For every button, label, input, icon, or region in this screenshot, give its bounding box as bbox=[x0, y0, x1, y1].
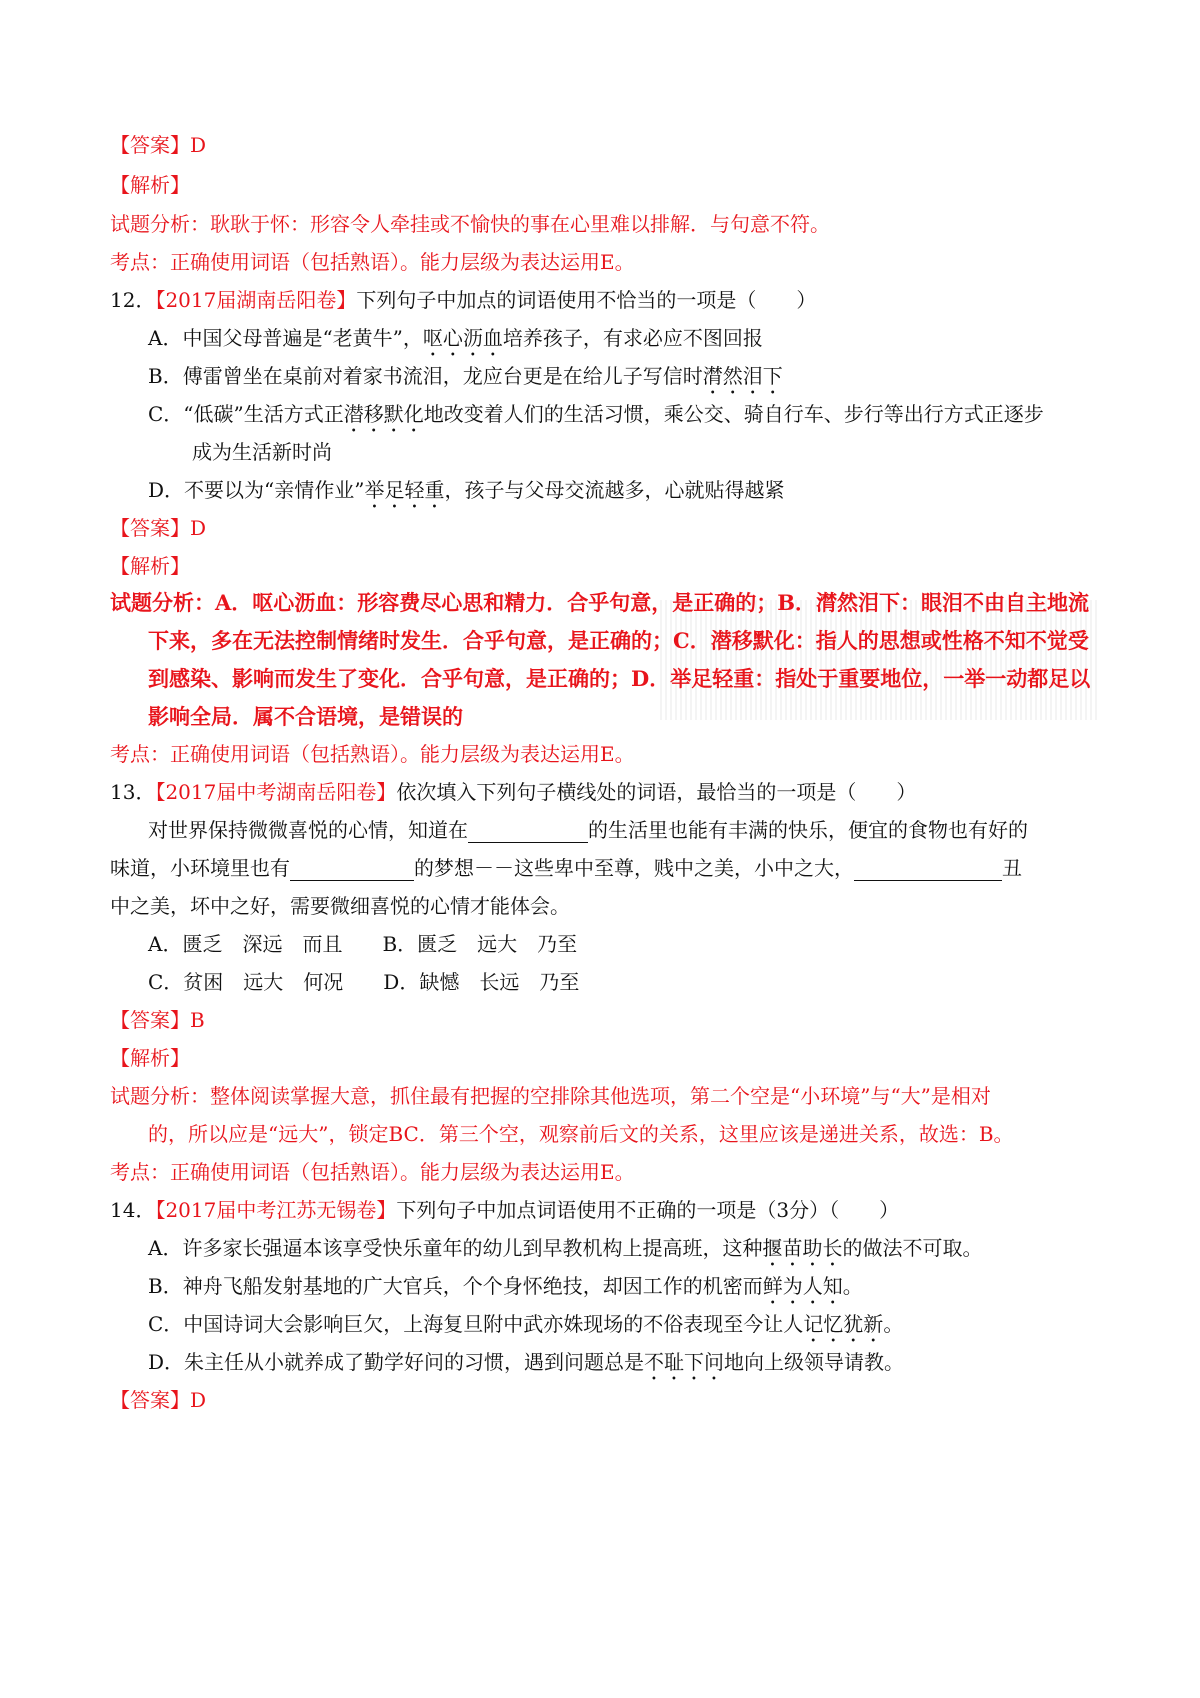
kaodian-text: 考点：正确使用词语（包括熟语）。能力层级为表达运用E。 bbox=[110, 742, 635, 766]
kaodian-text: 考点：正确使用词语（包括熟语）。能力层级为表达运用E。 bbox=[110, 250, 635, 274]
dotted-phrase: 呕心沥血 bbox=[422, 326, 503, 350]
analysis-text: 试题分析：整体阅读掌握大意，抓住最有把握的空排除其他选项，第二个空是“小环境”与“大”是相对 bbox=[110, 1084, 991, 1108]
option-text: 。 bbox=[883, 1312, 904, 1336]
analysis-text: 影响全局．属不合语境，是错误的 bbox=[148, 704, 463, 729]
option-b bbox=[148, 363, 783, 399]
option-text: A．许多家长强逼本该享受快乐童年的幼儿到早教机构上提高班，这种 bbox=[148, 1236, 763, 1260]
question-number: 12． bbox=[110, 288, 156, 312]
question-14-stem bbox=[110, 1197, 899, 1223]
passage-text: 味道，小环境里也有 bbox=[110, 856, 290, 880]
dotted-phrase: 举足轻重 bbox=[364, 478, 445, 502]
option-a bbox=[148, 325, 763, 361]
passage-text: 对世界保持微微喜悦的心情，知道在 bbox=[148, 818, 468, 842]
option-text: B．傅雷曾坐在桌前对着家书流泪，龙应台更是在给儿子写信时 bbox=[148, 364, 703, 388]
passage-line: 中之美，坏中之好，需要微细喜悦的心情才能体会。 bbox=[110, 894, 570, 918]
kaodian-text: 考点：正确使用词语（包括熟语）。能力层级为表达运用E。 bbox=[110, 1160, 635, 1184]
option-text: 。 bbox=[842, 1274, 863, 1298]
option-c-continued: 成为生活新时尚 bbox=[192, 440, 332, 464]
answer-value: D bbox=[190, 1388, 207, 1412]
dotted-phrase: 记忆犹新 bbox=[803, 1312, 884, 1336]
passage-text: 的生活里也能有丰满的快乐，便宜的食物也有好的 bbox=[588, 818, 1028, 842]
option-d bbox=[148, 477, 784, 513]
analysis-label: 【解析】 bbox=[110, 173, 190, 197]
scan-noise bbox=[660, 600, 1100, 720]
answer-line bbox=[110, 515, 206, 541]
question-13-stem bbox=[110, 779, 916, 805]
question-source: 【2017届中考湖南岳阳卷】 bbox=[155, 780, 397, 804]
option-a bbox=[148, 1235, 982, 1271]
passage-text: 的梦想－－这些卑中至尊，贱中之美，小中之大， bbox=[414, 856, 854, 880]
question-source: 【2017届中考江苏无锡卷】 bbox=[155, 1198, 397, 1222]
answer-line bbox=[110, 132, 206, 158]
answer-label: 【答案】 bbox=[110, 516, 190, 540]
option-d bbox=[148, 1349, 904, 1385]
option-text: ，孩子与父母交流越多，心就贴得越紧 bbox=[444, 478, 785, 502]
analysis-text: 试题分析：A．呕心沥血：形容费尽心思和精力．合乎句意，是正确的；B．潸然泪下：眼泪不由自主地流 bbox=[110, 590, 1090, 615]
option-text: C．“低碳”生活方式正 bbox=[148, 402, 344, 426]
dotted-phrase: 不耻下问 bbox=[644, 1350, 725, 1374]
answer-line bbox=[110, 1007, 205, 1033]
answer-label: 【答案】 bbox=[110, 1388, 190, 1412]
dotted-phrase: 潜移默化 bbox=[343, 402, 424, 426]
answer-line bbox=[110, 1387, 206, 1413]
question-stem: 下列句子中加点的词语使用不恰当的一项是（ ） bbox=[356, 288, 817, 312]
question-source: 【2017届湖南岳阳卷】 bbox=[155, 288, 357, 312]
option-text: D．朱主任从小就养成了勤学好问的习惯，遇到问题总是 bbox=[148, 1350, 645, 1374]
fill-blank bbox=[854, 860, 1002, 881]
question-number: 13． bbox=[110, 780, 156, 804]
answer-value: D bbox=[190, 133, 207, 157]
dotted-phrase: 潸然泪下 bbox=[702, 364, 783, 388]
analysis-text: 下来，多在无法控制情绪时发生．合乎句意，是正确的；C．潜移默化：指人的思想或性格不知不觉受 bbox=[148, 628, 1089, 653]
analysis-text: 的，所以应是“远大”，锁定BC．第三个空，观察前后文的关系，这里应该是递进关系，故选：B。 bbox=[148, 1122, 1014, 1146]
passage-line bbox=[110, 855, 1022, 881]
answer-label: 【答案】 bbox=[110, 1008, 190, 1032]
option-text: 培养孩子，有求必应不图回报 bbox=[502, 326, 763, 350]
option-c bbox=[148, 401, 1044, 437]
option-b bbox=[148, 1273, 863, 1309]
dotted-phrase: 鲜为人知 bbox=[762, 1274, 843, 1298]
option-c bbox=[148, 1311, 903, 1347]
answer-value: B bbox=[190, 1008, 205, 1032]
fill-blank bbox=[290, 860, 414, 881]
option-text: C．中国诗词大会影响巨欠，上海复旦附中武亦姝现场的不俗表现至今让人 bbox=[148, 1312, 804, 1336]
question-stem: 依次填入下列句子横线处的词语，最恰当的一项是（ ） bbox=[396, 780, 917, 804]
analysis-text: 试题分析：耿耿于怀：形容令人牵挂或不愉快的事在心里难以排解．与句意不符。 bbox=[110, 212, 830, 236]
analysis-label: 【解析】 bbox=[110, 1046, 190, 1070]
options-cd: C．贫困 远大 何况 D．缺憾 长远 乃至 bbox=[148, 970, 580, 994]
options-ab: A．匮乏 深远 而且 B．匮乏 远大 乃至 bbox=[148, 932, 578, 956]
option-text: A．中国父母普遍是“老黄牛”， bbox=[148, 326, 423, 350]
question-stem: 下列句子中加点词语使用不正确的一项是（3分）（ ） bbox=[396, 1198, 900, 1222]
answer-value: D bbox=[190, 516, 207, 540]
question-number: 14． bbox=[110, 1198, 156, 1222]
passage-line bbox=[148, 817, 1028, 843]
question-12-stem bbox=[110, 287, 816, 313]
passage-text: 丑 bbox=[1002, 856, 1022, 880]
option-text: 地向上级领导请教。 bbox=[724, 1350, 905, 1374]
answer-label: 【答案】 bbox=[110, 133, 190, 157]
option-text: 的做法不可取。 bbox=[842, 1236, 983, 1260]
option-text: 地改变着人们的生活习惯，乘公交、骑自行车、步行等出行方式正逐步 bbox=[423, 402, 1044, 426]
analysis-text: 到感染、影响而发生了变化．合乎句意，是正确的；D．举足轻重：指处于重要地位，一举一动都足以 bbox=[148, 666, 1091, 691]
dotted-phrase: 揠苗助长 bbox=[762, 1236, 843, 1260]
option-text: B．神舟飞船发射基地的广大官兵，个个身怀绝技，却因工作的机密而 bbox=[148, 1274, 763, 1298]
option-text: D．不要以为“亲情作业” bbox=[148, 478, 365, 502]
fill-blank bbox=[468, 822, 588, 843]
analysis-label: 【解析】 bbox=[110, 554, 190, 578]
